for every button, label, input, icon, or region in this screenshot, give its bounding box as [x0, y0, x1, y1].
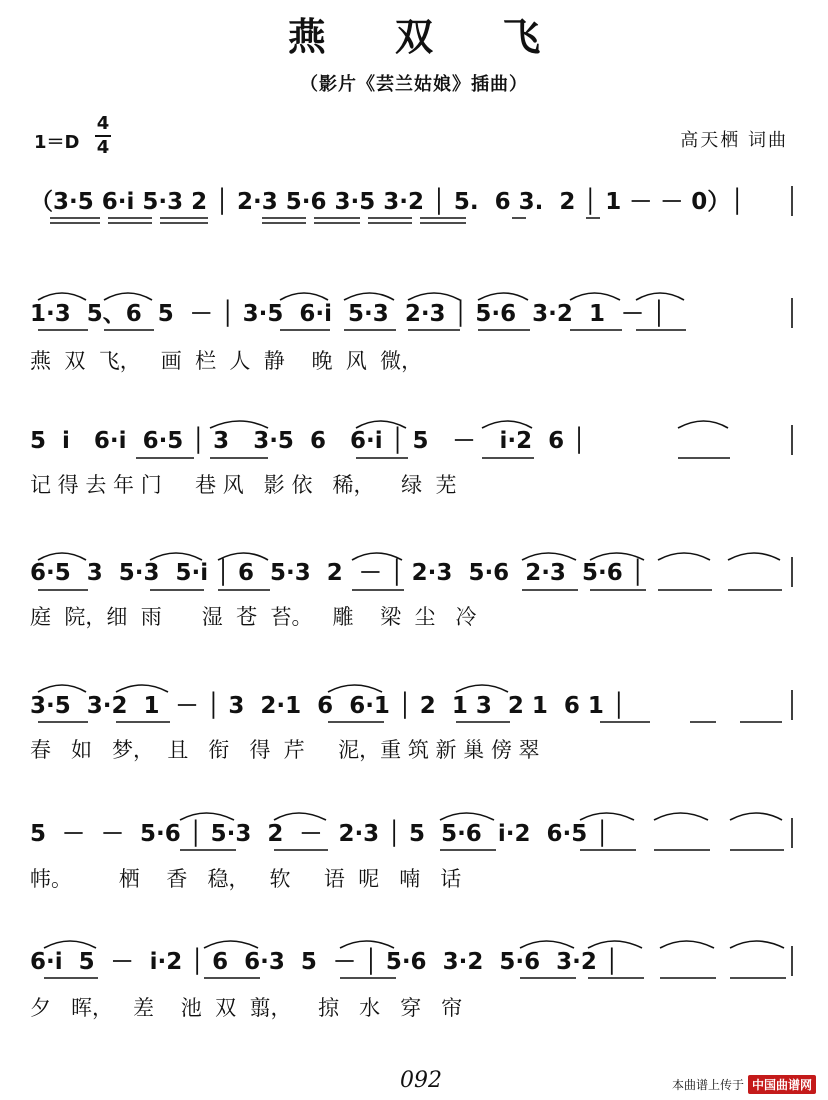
notation-line-7: 6·i 5 － i·2 │ 6 6·3 5 － │ 5·6 3·2 5·6 3·2 │	[30, 949, 619, 975]
lyric-line-3: 记 得 去 年 门 巷 风 影 依 稀， 绿 芜	[30, 473, 457, 497]
time-signature-top: 4	[96, 113, 110, 134]
key-signature: 1＝D	[34, 132, 80, 153]
site-logo: 中国曲谱网	[748, 1075, 816, 1094]
notation-line-2: 1·3 5、6 5 － │ 3·5 6·i 5·3 2·3 │ 5·6 3·2 1 － │	[30, 301, 666, 327]
lyric-line-4: 庭 院，细 雨 湿 苍 苔。 雕 梁 尘 冷	[30, 605, 477, 629]
notation-line-6: 5 － － 5·6 │ 5·3 2 － 2·3 │ 5 5·6 i·2 6·5 │	[30, 821, 610, 847]
lyric-line-2: 燕 双 飞， 画 栏 人 静 晚 风 微，	[30, 349, 423, 373]
upload-credit-label: 本曲谱上传于	[671, 1078, 744, 1092]
lyric-line-5: 春 如 梦， 且 衔 得 芹 泥，重 筑 新 巢 傍 翠	[30, 738, 540, 762]
time-signature-bottom: 4	[96, 137, 110, 158]
notation-line-1: （3·5 6·i 5·3 2 │ 2·3 5·6 3·5 3·2 │ 5. 6 3. 2 │ 1 － － 0）│	[30, 189, 745, 215]
song-subtitle: （影片《芸兰姑娘》插曲）	[300, 74, 528, 95]
lyric-line-6: 帏。 栖 香 稳， 软 语 呢 喃 话	[30, 867, 462, 891]
notation-line-4: 6·5 3 5·3 5·i │ 6 5·3 2 － │ 2·3 5·6 2·3 5·6 │	[30, 560, 645, 586]
credits: 高天栖 词曲	[680, 130, 788, 151]
page-number: 092	[400, 1068, 442, 1093]
notation-line-5: 3·5 3·2 1 － │ 3 2·1 6 6·1 │ 2 1 3 2 1 6 1 │	[30, 693, 626, 719]
upload-credit	[672, 1075, 816, 1094]
lyric-line-7: 夕 晖， 差 池 双 翦， 掠 水 穿 帘	[30, 996, 463, 1020]
song-title: 燕 双 飞	[287, 14, 569, 59]
notation-line-3: 5 i 6·i 6·5 │ 3 3·5 6 6·i │ 5 － i·2 6 │	[30, 428, 587, 454]
